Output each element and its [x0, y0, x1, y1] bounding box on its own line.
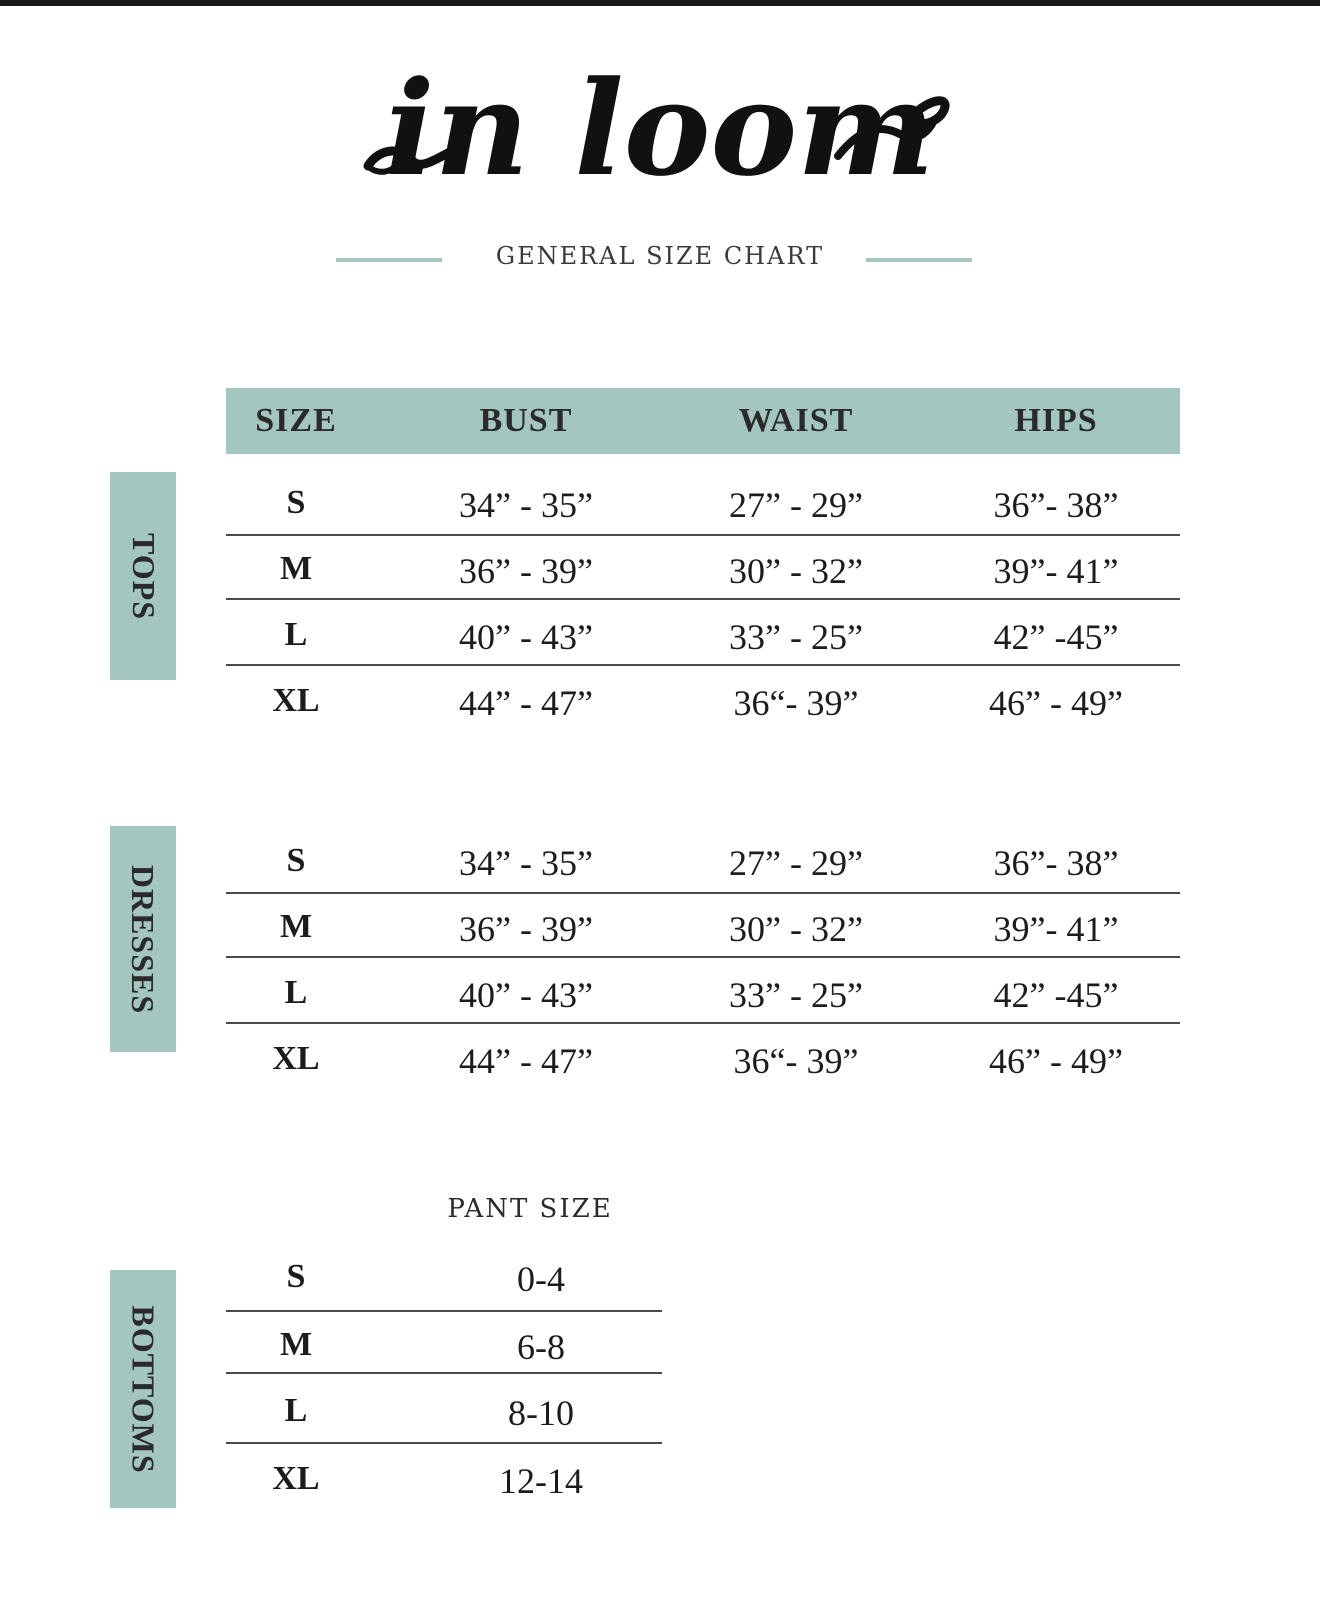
hips-cell: 39”- 41” — [993, 551, 1119, 591]
hips-cell: 36”- 38” — [993, 843, 1119, 883]
row-divider — [226, 598, 1180, 600]
section-tab-dresses: DRESSES — [110, 826, 176, 1052]
hips-cell: 42” -45” — [993, 617, 1119, 657]
table-row — [226, 896, 1180, 962]
top-border — [0, 0, 1320, 6]
pant-cell: 6-8 — [517, 1327, 565, 1367]
waist-cell: 27” - 29” — [729, 485, 863, 525]
waist-cell: 27” - 29” — [729, 843, 863, 883]
section-tab-bottoms: BOTTOMS — [110, 1270, 176, 1508]
subtitle-rule-left — [336, 258, 442, 262]
size-cell: S — [286, 484, 306, 521]
bust-cell: 34” - 35” — [459, 843, 593, 883]
row-divider — [226, 1372, 662, 1374]
size-cell: M — [279, 550, 313, 587]
table-row — [226, 472, 1180, 538]
hips-cell: 42” -45” — [993, 975, 1119, 1015]
pant-cell: 8-10 — [508, 1393, 574, 1433]
waist-cell: 36“- 39” — [733, 683, 859, 723]
row-divider — [226, 1310, 662, 1312]
row-divider — [226, 956, 1180, 958]
table-row — [226, 538, 1180, 604]
subtitle-block — [0, 242, 1320, 278]
table-row — [226, 1448, 662, 1514]
bust-cell: 34” - 35” — [459, 485, 593, 525]
size-cell: S — [286, 1258, 306, 1295]
bust-cell: 36” - 39” — [459, 909, 593, 949]
waist-cell: 33” - 25” — [729, 617, 863, 657]
size-cell: XL — [272, 1040, 320, 1077]
pant-cell: 0-4 — [517, 1259, 565, 1299]
brand-logo — [360, 38, 960, 198]
table-row — [226, 1314, 662, 1380]
bust-cell: 40” - 43” — [459, 975, 593, 1015]
svg-text:in loom: in loom — [385, 52, 935, 198]
size-cell: XL — [272, 682, 320, 719]
size-cell: M — [279, 1326, 313, 1363]
table-row — [226, 604, 1180, 670]
waist-cell: 30” - 32” — [729, 909, 863, 949]
header-waist: WAIST — [738, 402, 854, 439]
bust-cell: 44” - 47” — [459, 683, 593, 723]
row-divider — [226, 892, 1180, 894]
bust-cell: 44” - 47” — [459, 1041, 593, 1081]
row-divider — [226, 1442, 662, 1444]
table-row — [226, 1028, 1180, 1094]
hips-cell: 46” - 49” — [989, 1041, 1123, 1081]
page-subtitle: GENERAL SIZE CHART — [495, 242, 825, 270]
size-cell: L — [284, 1392, 308, 1429]
size-cell: S — [286, 842, 306, 879]
row-divider — [226, 534, 1180, 536]
table-row — [226, 830, 1180, 896]
table-row — [226, 1246, 662, 1312]
row-divider — [226, 1022, 1180, 1024]
hips-cell: 46” - 49” — [989, 683, 1123, 723]
size-cell: L — [284, 974, 308, 1011]
header-hips: HIPS — [1014, 402, 1098, 439]
hips-cell: 39”- 41” — [993, 909, 1119, 949]
waist-cell: 36“- 39” — [733, 1041, 859, 1081]
table-row — [226, 1380, 662, 1446]
table-row — [226, 962, 1180, 1028]
row-divider — [226, 664, 1180, 666]
size-cell: XL — [272, 1460, 320, 1497]
waist-cell: 33” - 25” — [729, 975, 863, 1015]
header-bust: BUST — [479, 402, 573, 439]
table-row — [226, 670, 1180, 736]
size-cell: L — [284, 616, 308, 653]
pant-cell: 12-14 — [499, 1461, 583, 1501]
hips-cell: 36”- 38” — [993, 485, 1119, 525]
bust-cell: 40” - 43” — [459, 617, 593, 657]
size-cell: M — [279, 908, 313, 945]
bust-cell: 36” - 39” — [459, 551, 593, 591]
pant-size-label: PANT SIZE — [447, 1194, 613, 1224]
header-size: SIZE — [255, 402, 337, 439]
subtitle-rule-right — [866, 258, 972, 262]
waist-cell: 30” - 32” — [729, 551, 863, 591]
section-tab-tops: TOPS — [110, 472, 176, 680]
